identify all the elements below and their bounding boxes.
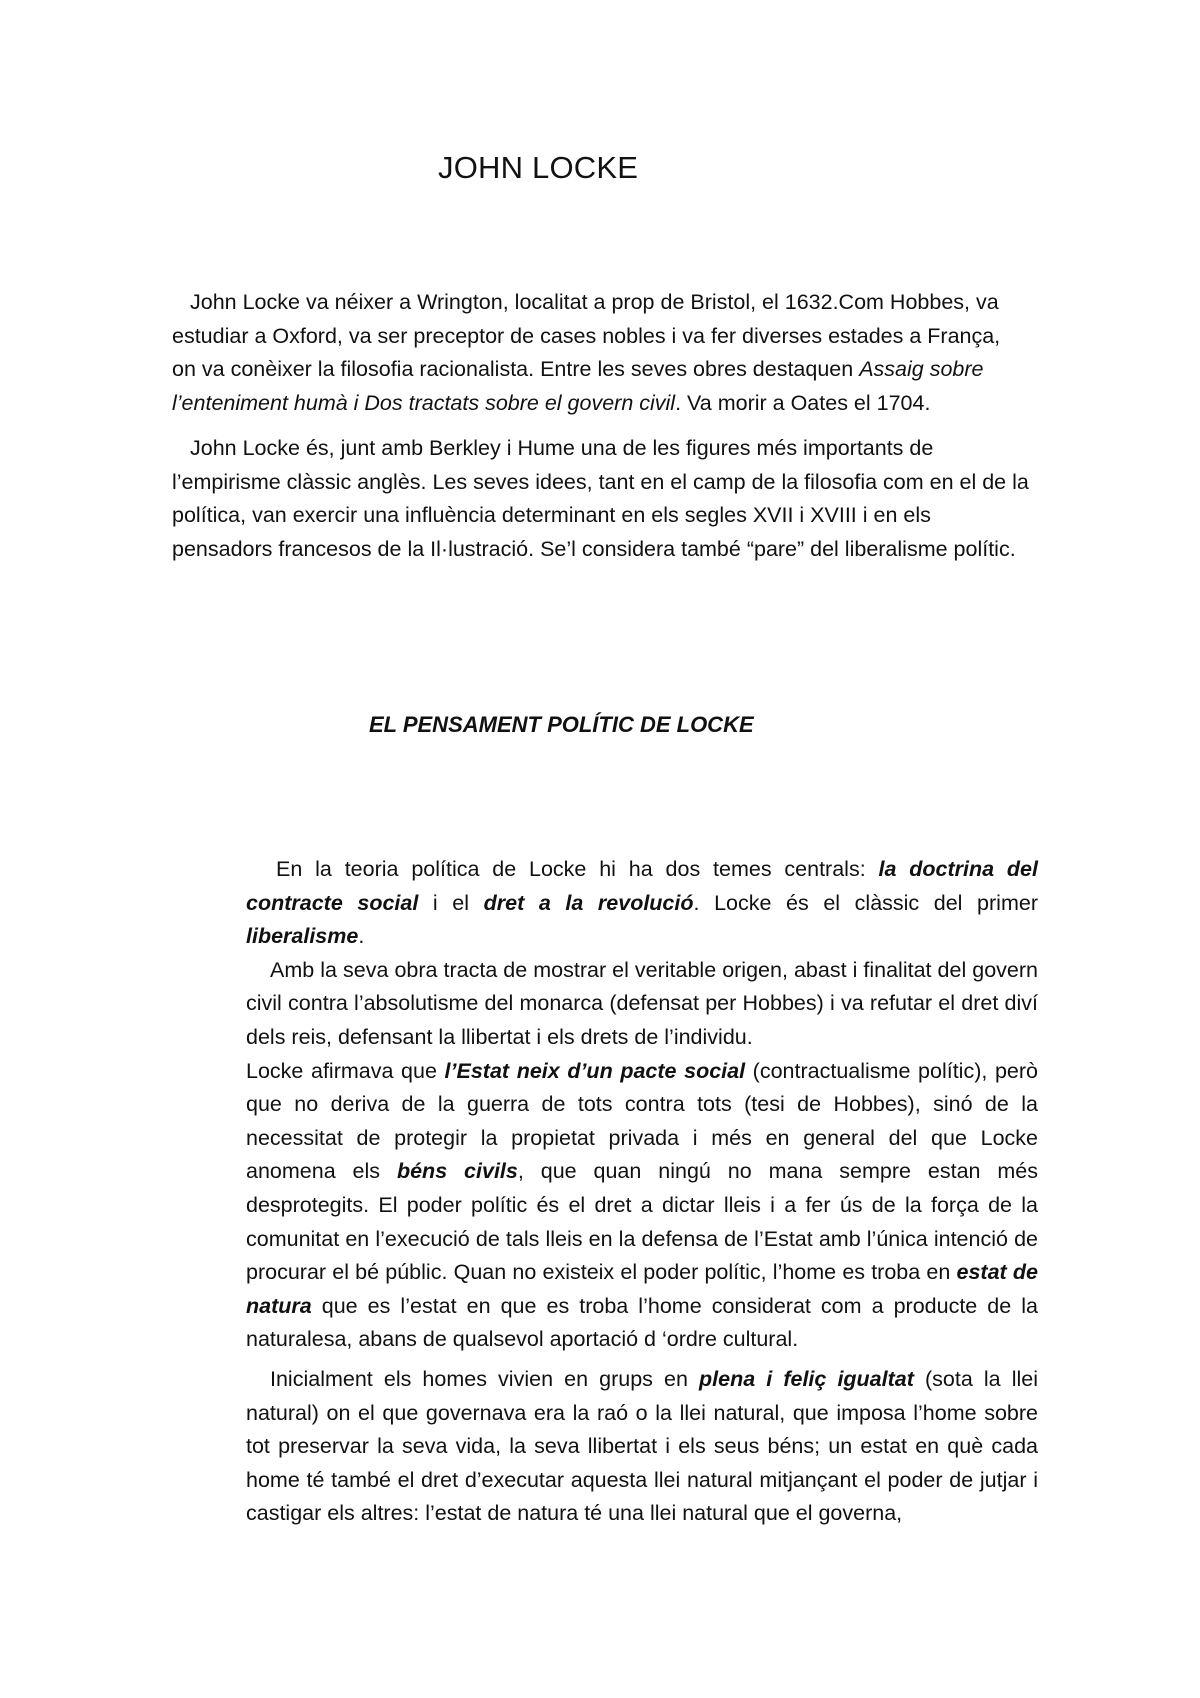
emphasis: estat de natura <box>246 1260 1038 1318</box>
body-section <box>246 853 1038 1531</box>
intro-paragraph-1 <box>172 286 1030 420</box>
body-paragraph-1 <box>246 853 1038 954</box>
text-run: . <box>358 924 365 949</box>
text-run: Inicialment els homes vivien en grups en <box>270 1366 700 1391</box>
page-title: JOHN LOCKE <box>438 150 639 185</box>
works-title: Assaig sobre l’enteniment humà i Dos tractats sobre el govern civil <box>172 357 984 415</box>
section-title: EL PENSAMENT POLÍTIC DE LOCKE <box>369 712 754 737</box>
text-run: (contractualisme polític), però que no deriva de la guerra de tots contra tots (tesi de Hobbes), sinó de la necessitat de protegir la propietat privada i més en general del que Locke anomena els <box>246 1058 1038 1184</box>
emphasis: la doctrina del contracte social <box>246 857 1038 915</box>
emphasis: béns civils <box>396 1159 518 1184</box>
text-run: (sota la llei natural) on el que governava era la raó o la llei natural, que imposa l’home sobre tot preservar la seva vida, la seva llibertat i els seus béns; un estat en què cada home té també el dret d’executar aquesta llei natural mitjançant el poder de jutjar i castigar els altres: l’estat de natura té una llei natural que el governa, <box>246 1366 1038 1526</box>
text-run: i el <box>418 890 484 915</box>
text-run: John Locke va néixer a Wrington, localitat a prop de Bristol, el 1632.Com Hobbes, va estudiar a Oxford, va ser preceptor de cases nobles i va fer diverses estades a França, on va conèixer la filosofia racionalista. Entre les seves obres destaquen <box>172 290 1001 381</box>
intro-paragraph-2: John Locke és, junt amb Berkley i Hume una de les figures més importants de l’empirisme clàssic anglès. Les seves idees, tant en el camp de la filosofia com en el de la política, van exercir una influència determinant en els segles XVII i XVIII i en els pensadors francesos de la Il·lustració. Se’l considera també “pare” del liberalisme polític. <box>172 436 1029 561</box>
emphasis: dret a la revolució <box>483 890 694 915</box>
text-run: , que quan ningú no mana sempre estan més desprotegits. El poder polític és el dret a dictar lleis i a fer ús de la força de la comunitat en l’execució de tals lleis en la defensa de l’Estat amb l’única intenció de procurar el bé públic. Quan no existeix el poder polític, l’home es troba en <box>246 1159 1039 1285</box>
text-run: que es l’estat en que es troba l’home considerat com a producte de la naturalesa, abans de qualsevol aportació d ‘ordre cultural. <box>246 1293 1038 1352</box>
body-paragraph-4 <box>246 1363 1038 1531</box>
body-paragraph-3 <box>246 1055 1038 1357</box>
text-run: En la teoria política de Locke hi ha dos temes centrals: <box>276 857 879 881</box>
intro-section <box>172 286 1030 566</box>
emphasis: l’Estat neix d’un pacte social <box>444 1058 746 1083</box>
text-run: . Locke és el clàssic del primer <box>693 890 1038 915</box>
text-run: Locke afirmava que <box>246 1058 445 1083</box>
emphasis: plena i feliç igualtat <box>699 1366 914 1391</box>
emphasis: liberalisme <box>246 924 359 949</box>
text-run: . Va morir a Oates el 1704. <box>675 390 931 415</box>
body-paragraph-2: Amb la seva obra tracta de mostrar el veritable origen, abast i finalitat del govern civil contra l’absolutisme del monarca (defensat per Hobbes) i va refutar el dret diví dels reis, defensant la llibertat i els drets de l’individu. <box>246 957 1038 1049</box>
